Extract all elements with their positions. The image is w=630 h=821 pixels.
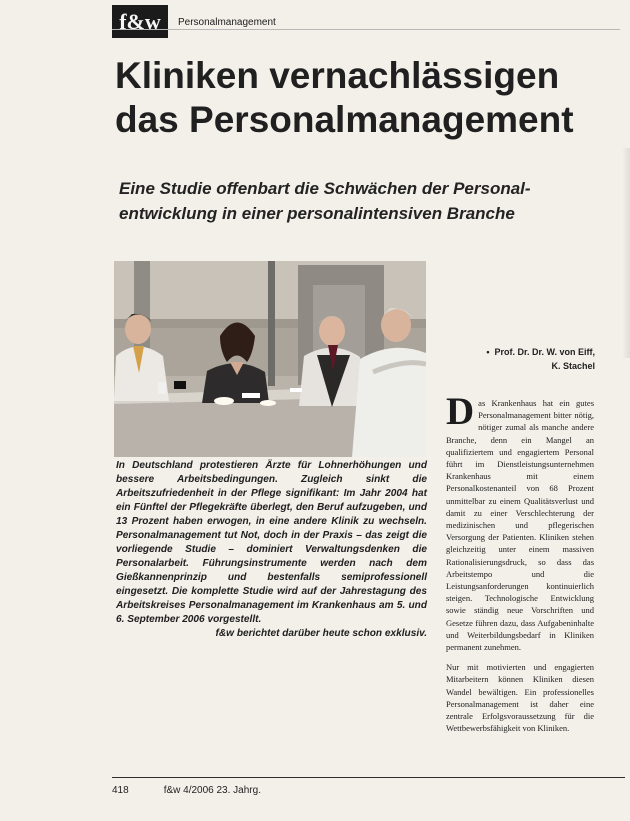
page-edge-shadow — [622, 148, 630, 358]
article-body — [446, 390, 594, 742]
lead-paragraph — [116, 459, 427, 661]
magazine-logo: f&w — [112, 5, 168, 38]
body-paragraph-2: Nur mit motivierten und engagierten Mitarbeitern können Kliniken diesen Wandel bewältigen. Ein professionelles Personalmanagement ist daher eine zentrale Erfolgsvoraussetzung für die Wettbewerbsfähigkeit von Kliniken. — [446, 662, 594, 734]
bullet-icon: • — [486, 347, 490, 357]
photo-credit — [482, 345, 595, 373]
body-paragraph-1-text: as Krankenhaus hat ein gutes Personalmanagement bitter nötig, nötiger zumal als manche andere Branche, denn ein Mangel an qualifiziertem und engagiertem Personal führt im Dienstleistungsunternehmen Krankenhaus mit einem Personalkostenanteil von 68 Prozent unmittelbar zu einem Qualitätsverlust und damit zu einer Verschlechterung der medizinischen und pflegerischen Versorgung der Patienten. Kliniken stehen gleichzeitig unter einem massiven Rationalisierungsdruck, so dass das Arbeitstempo und die Leistungsanforderungen kontinuierlich steigen. Technologische Entwicklung sowie ständig neue Vorschriften und Gesetze führen dazu, dass Aufgabeninhalte und Weiterbildungsbedarf in Kliniken permanent zunehmen. — [446, 398, 594, 653]
page-footer — [112, 785, 261, 796]
lead-last-line: f&w berichtet darüber heute schon exklusiv. — [215, 628, 427, 639]
journal-issue: f&w 4/2006 23. Jahrg. — [163, 785, 261, 796]
article-subtitle: Eine Studie offenbart die Schwächen der Personal- entwicklung in einer personalintensiven Branche — [119, 179, 531, 223]
section-label: Personalmanagement — [178, 17, 276, 28]
header-rule — [112, 29, 620, 30]
drop-cap: D — [446, 390, 475, 433]
meeting-photo — [114, 261, 426, 457]
meeting-photo-illustration — [114, 261, 426, 457]
body-paragraph-1 — [446, 390, 594, 653]
photo-credit-line-1 — [482, 345, 595, 359]
article-title: Kliniken vernachlässigen das Personalmanagement — [115, 55, 574, 140]
lead-main-text: In Deutschland protestieren Ärzte für Lohnerhöhungen und bessere Arbeitsbedingungen. Zugleich sinkt die Arbeitszufriedenheit in der Pflege signifikant: Im Jahr 2004 hat ein Fünftel der Pflegekräfte überlegt, den Beruf aufzugeben, und 13 Prozent haben erwogen, in eine andere Klinik zu wechseln. Personalmanagement tut Not, doch in der Praxis – das zeigt die vorliegende Studie – dominiert Verwaltungsdenken die Personalarbeit. Führungsinstrumente werden nach dem Gießkannenprinzip und bestenfalls semiprofessionell eingesetzt. Die komplette Studie wird auf der Jahrestagung des Arbeitskreises Personalmanagement im Krankenhaus am 5. und 6. September 2006 vorgestellt. — [116, 460, 427, 625]
footer-rule — [112, 777, 625, 778]
photo-credit-line-2: K. Stachel — [551, 361, 595, 371]
photo-credit-name: Prof. Dr. Dr. W. von Eiff, — [494, 347, 595, 357]
page-number: 418 — [112, 785, 129, 796]
